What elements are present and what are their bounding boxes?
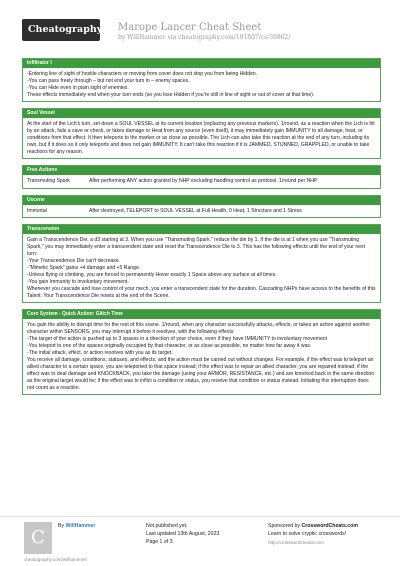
cheat-sheet-content	[22, 58, 381, 401]
table-row	[23, 205, 380, 218]
byline-url-link[interactable]: cheatography.com/191807/cs/39862/	[178, 34, 291, 41]
paragraph: You receive all damage, conditions, statuses, and effects, and the action must be carried out without changes. For example, if the effect was to teleport an allied character to a certain space, you are teleported to that space instead; if the effect was to repair an allied character, you are repaired instead; if the effect was to deal damage and KNOCKBACK, you take the damage (using your ARMOR, RESISTANCE, etc.) and are knocked back in the same direction as the original target would be; if the effect was to inflict a condition or status, you receive that condition or status instead. Initiating this interruption does not count as a reaction.	[27, 357, 375, 392]
footer-by-label: By	[58, 523, 66, 529]
footer-sponsor-link[interactable]: CrosswordCheats.com	[301, 523, 358, 529]
section-body	[23, 319, 380, 394]
paragraph: -You teleport to one of the spaces originally occupied by that character, or as close as possible, no matter how far away it was.	[27, 343, 312, 350]
paragraph: -The target of the action is pushed up to 3 spaces in a direction of your choice, even if they have IMMUNITY to involuntary movement	[27, 336, 328, 343]
paragraph: -You gain Immunity to involuntary movement.	[27, 279, 129, 286]
paragraph: -The initial attack, effect, or action resolves with you as its target.	[27, 350, 173, 357]
paragraph: These effects immediately end when your turn ends (so you lose Hidden if you’re still in line of sight or out of cover at that time).	[27, 92, 315, 98]
page-footer	[0, 516, 400, 566]
cheatography-logo[interactable]: Cheatography	[22, 19, 100, 41]
page-title: Marope Lancer Cheat Sheet	[118, 22, 262, 33]
footer-sponsor-prefix: Sponsored by	[268, 523, 302, 529]
section-body	[23, 118, 380, 158]
table-row	[23, 175, 380, 188]
row-key: Transmuting Spark	[27, 178, 70, 184]
paragraph: -You can Hide even in plain sight of enemies.	[27, 85, 129, 91]
paragraph: Whenever you cascade and lose control of your mech, you enter a transcendent state for the duration. Cascading NHPs have access to the benefits of this Talent. Your Transcendence Die resets at the end of the Scene.	[27, 286, 376, 300]
footer-sponsor-line: Learn to solve cryptic crosswords!	[268, 531, 347, 537]
page-header	[0, 0, 400, 46]
footer-sponsor	[268, 523, 358, 530]
section-body	[23, 68, 380, 101]
byline-via: via	[165, 34, 179, 41]
paragraph: You gain the ability to disrupt time for the rest of this scene. 1/round, when any character successfully attacks, effects, or takes an action against another character within SENSORS, you may interrupt it before it resolves, with the following effects:	[27, 322, 370, 336]
paragraph: -Unless flying or climbing, you are forced to permanently Hover exactly 1 Space above any surface at all times.	[27, 272, 277, 279]
footer-author-url[interactable]: cheatography.com/willhammer/	[24, 557, 88, 562]
footer-updated: Last updated 13th August, 2023.	[146, 531, 221, 537]
paragraph: At the start of the Lich's turn, set down a SOUL VESSEL at its current location (replacing any previous markers). 1/round, as a reaction when the Lich is hit by an attack, fails a save or check, or takes damage or Heat from any source (even itself), it may immediately gain IMMUNITY to all damage, heat, or conditions from that effect. It then teleports to the marker or as close as possible. The Lich can also take this reaction at the end of any turn, including its own, but if it does so it only teleports and does not gain IMMUNITY. It can't take this reaction if it is JAMMED, STUNNED, GRAPPLED, or unable to take reactions for any reason.	[27, 121, 375, 155]
footer-page: Page 1 of 3.	[146, 539, 174, 545]
row-value: After performing ANY action granted by NHP excluding handling control as protocol. 1/round per NHP	[89, 178, 318, 184]
section-infiltrator	[22, 58, 381, 102]
footer-author-link[interactable]: WillHammer	[65, 523, 96, 529]
row-key: Immortal	[27, 207, 47, 214]
row-value: After destroyed, TELEPORT to SOUL VESSEL at Full Health, 0 Heat, 1 Structure and 1 Stress	[89, 207, 302, 214]
footer-author	[58, 523, 95, 530]
section-transcension	[22, 224, 381, 303]
section-body	[23, 234, 380, 302]
section-heading: Transcension	[23, 225, 380, 234]
paragraph: Gain a Transcendence Die, a d3 starting at 3. When you use "Transmuting Spark," reduce the die by 1. If the die is at 1 when you use "Transmuting Spark," you may immediately enter a transcendent state and reset the Transcendence Die to 3. This has the following effects until the end of your next turn:	[27, 237, 365, 258]
section-uscene	[22, 195, 381, 219]
section-heading: Uscene	[23, 196, 380, 205]
byline	[118, 34, 290, 41]
byline-prefix: by	[118, 34, 128, 41]
section-heading: Core System - Quick Action: Glitch Time	[23, 310, 380, 319]
section-heading: Free Actions	[23, 166, 380, 175]
author-avatar[interactable]: C	[24, 522, 52, 554]
section-soul-vessel	[22, 108, 381, 159]
section-heading: Infiltrator I	[23, 59, 380, 68]
byline-author-link[interactable]: WillHammer	[127, 34, 166, 41]
paragraph: -"Mimetic Spark" gains +4 damage and +5 Range.	[27, 265, 141, 272]
section-core-system	[22, 309, 381, 395]
paragraph: -Your Transcendence Die can't decrease.	[27, 258, 121, 265]
paragraph: -You can pass freely through – but not end your turn in – enemy spaces.	[27, 78, 190, 84]
footer-published: Not published yet.	[146, 523, 188, 529]
paragraph: -Entering line of sight of hostile characters or moving from cover does not stop you from being Hidden.	[27, 71, 258, 77]
section-free-actions	[22, 165, 381, 189]
footer-sponsor-url[interactable]: http://crosswordcheats.com	[268, 540, 324, 545]
section-heading: Soul Vessel	[23, 109, 380, 118]
